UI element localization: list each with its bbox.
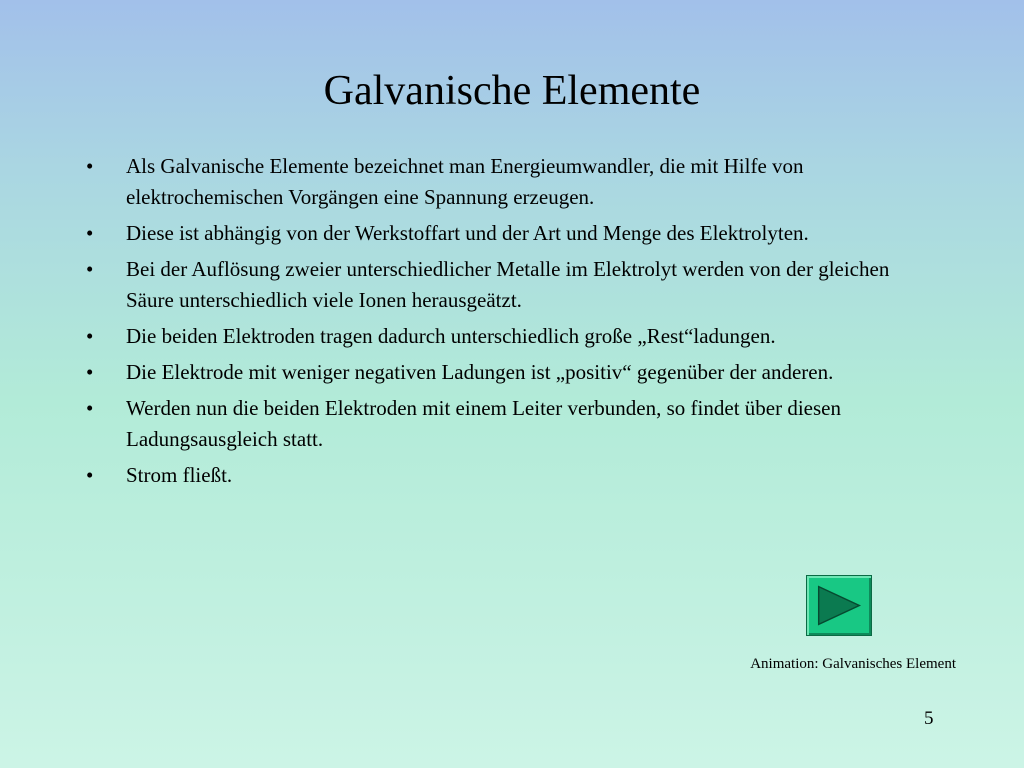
bullet-text: Bei der Auflösung zweier unterschiedlicher Metalle im Elektrolyt werden von der gleichen Säure unterschiedlich viele Ionen herausgeätzt. bbox=[126, 257, 890, 312]
bullet-symbol: • bbox=[86, 257, 94, 281]
bullet-symbol: • bbox=[86, 396, 94, 420]
bullet-text: Die beiden Elektroden tragen dadurch unterschiedlich große „Rest“ladungen. bbox=[126, 324, 776, 348]
play-icon bbox=[807, 576, 871, 635]
page-number: 5 bbox=[924, 708, 934, 729]
animation-caption: Animation: Galvanisches Element bbox=[750, 656, 956, 672]
bullet-text: Werden nun die beiden Elektroden mit einem Leiter verbunden, so findet über diesen Ladungsausgleich statt. bbox=[126, 396, 841, 451]
bullet-symbol: • bbox=[86, 324, 94, 348]
bullet-item bbox=[86, 218, 942, 249]
bullet-symbol: • bbox=[86, 154, 94, 178]
play-animation-button[interactable] bbox=[806, 575, 872, 636]
bullet-item bbox=[86, 151, 942, 213]
bullet-text: Die Elektrode mit weniger negativen Ladungen ist „positiv“ gegenüber der anderen. bbox=[126, 360, 834, 384]
bullet-list bbox=[86, 151, 942, 496]
bullet-item bbox=[86, 393, 942, 455]
bullet-text: Strom fließt. bbox=[126, 463, 233, 487]
bullet-item bbox=[86, 460, 942, 491]
bullet-item bbox=[86, 357, 942, 388]
bullet-text: Diese ist abhängig von der Werkstoffart und der Art und Menge des Elektrolyten. bbox=[126, 221, 809, 245]
bullet-symbol: • bbox=[86, 221, 94, 245]
bullet-item bbox=[86, 321, 942, 352]
bullet-text: Als Galvanische Elemente bezeichnet man Energieumwandler, die mit Hilfe von elektrochemischen Vorgängen eine Spannung erzeugen. bbox=[126, 154, 804, 209]
bullet-item bbox=[86, 254, 942, 316]
slide-title: Galvanische Elemente bbox=[323, 68, 701, 114]
bullet-symbol: • bbox=[86, 360, 94, 384]
bullet-symbol: • bbox=[86, 463, 94, 487]
